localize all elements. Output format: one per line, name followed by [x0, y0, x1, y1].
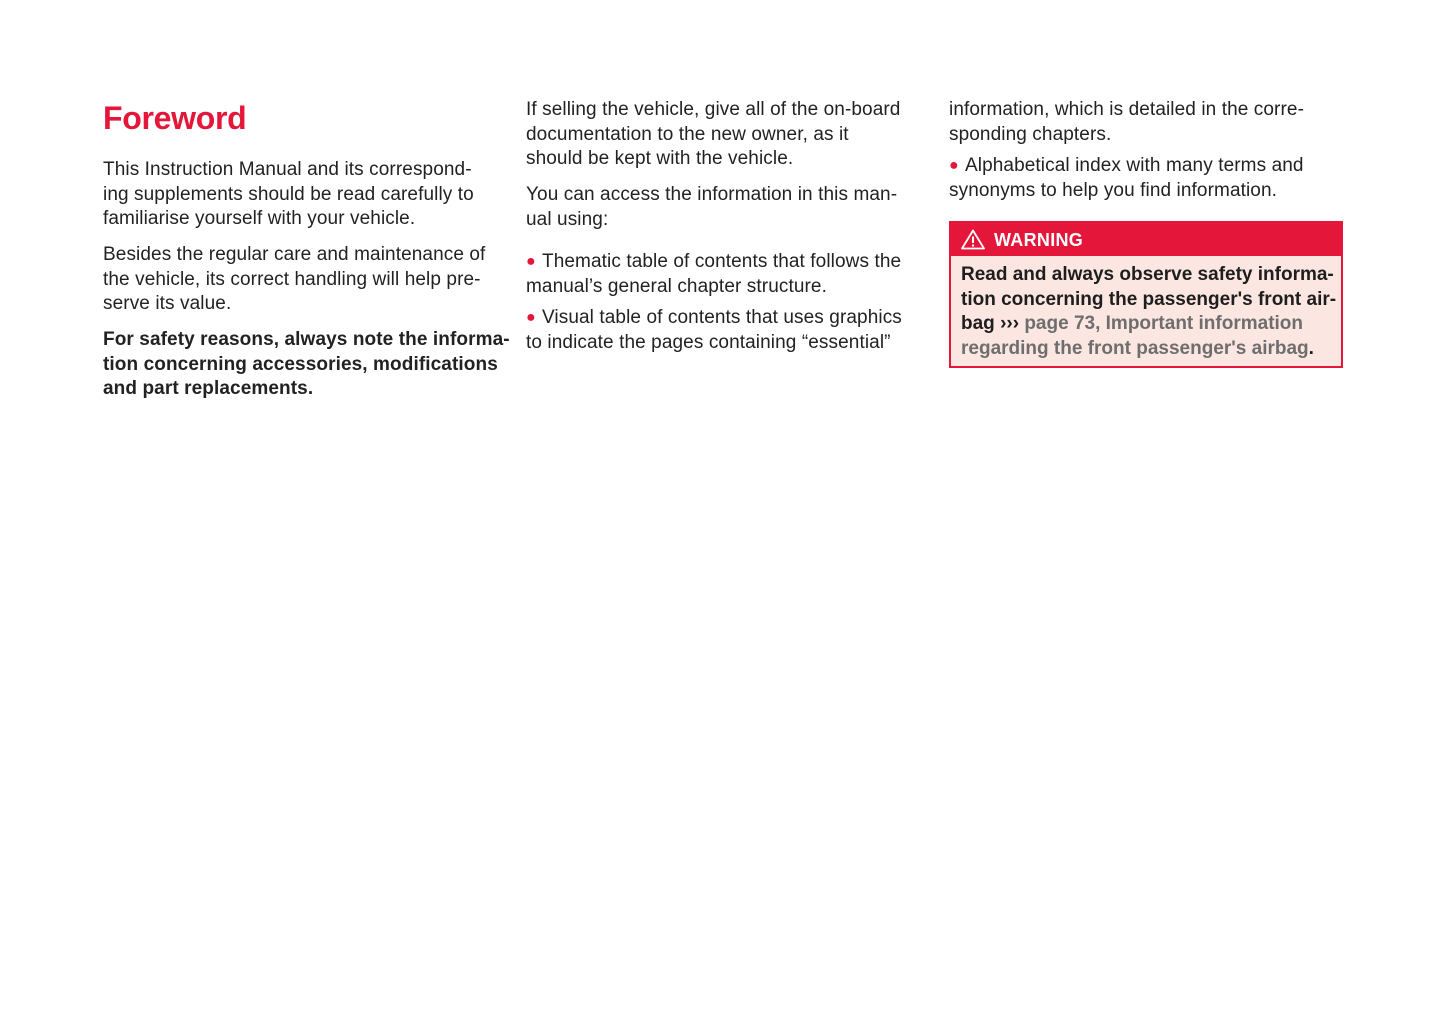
list-item-index: [949, 154, 1304, 203]
bullet-dot-icon: ●: [949, 157, 959, 174]
list-item-visual: [526, 306, 902, 355]
text-line: You can access the information in this man-: [526, 184, 898, 205]
text-line: bag: [961, 313, 995, 334]
text-line: Thematic table of contents that follows the: [542, 251, 902, 272]
text-line: Alphabetical index with many terms and: [965, 155, 1304, 176]
text-line: This Instruction Manual and its correspond-: [103, 159, 472, 180]
text-line: manual’s general chapter structure.: [526, 275, 827, 297]
text-line: sponding chapters.: [949, 123, 1112, 145]
text-line: Besides the regular care and maintenance of: [103, 244, 486, 265]
safety-note-paragraph: [103, 328, 510, 402]
text-line: For safety reasons, always note the informa-: [103, 329, 510, 350]
text-line: should be kept with the vehicle.: [526, 148, 794, 169]
warning-triangle-icon: [961, 229, 985, 250]
text-line: If selling the vehicle, give all of the on-board: [526, 99, 901, 120]
page-reference-link[interactable]: page 73, Important information: [1024, 313, 1304, 334]
text-line: ual using:: [526, 208, 609, 230]
cross-reference-arrows-icon: ›››: [1000, 313, 1020, 334]
text-line: to indicate the pages containing “essential”: [526, 331, 891, 353]
text-line: documentation to the new owner, as it: [526, 123, 849, 145]
text-line: tion concerning accessories, modifications: [103, 353, 498, 375]
warning-header: [951, 223, 1341, 256]
warning-text: [961, 263, 1336, 361]
warning-box: [949, 221, 1343, 368]
page-title: Foreword: [103, 100, 247, 136]
selling-paragraph: [526, 98, 900, 172]
text-line: serve its value.: [103, 293, 232, 314]
text-line: familiarise yourself with your vehicle.: [103, 208, 416, 229]
text-line: tion concerning the passenger's front air-: [961, 288, 1337, 310]
text-line: ing supplements should be read carefully to: [103, 183, 474, 205]
text-line: Visual table of contents that uses graphics: [542, 307, 902, 328]
text-line: .: [1308, 337, 1314, 359]
list-item-thematic: [526, 250, 901, 299]
bullet-dot-icon: ●: [526, 253, 536, 270]
text-line: synonyms to help you find information.: [949, 179, 1278, 201]
intro-paragraph: [103, 158, 474, 232]
page-reference-link[interactable]: regarding the front passenger's airbag: [961, 337, 1309, 359]
text-line: and part replacements.: [103, 378, 314, 399]
care-paragraph: [103, 243, 485, 317]
continued-paragraph: [949, 98, 1304, 147]
warning-label: WARNING: [994, 230, 1084, 250]
access-paragraph: [526, 183, 897, 232]
bullet-dot-icon: ●: [526, 309, 536, 326]
text-line: information, which is detailed in the corre-: [949, 99, 1305, 120]
text-line: the vehicle, its correct handling will help pre-: [103, 268, 481, 290]
text-line: Read and always observe safety informa-: [961, 264, 1334, 285]
